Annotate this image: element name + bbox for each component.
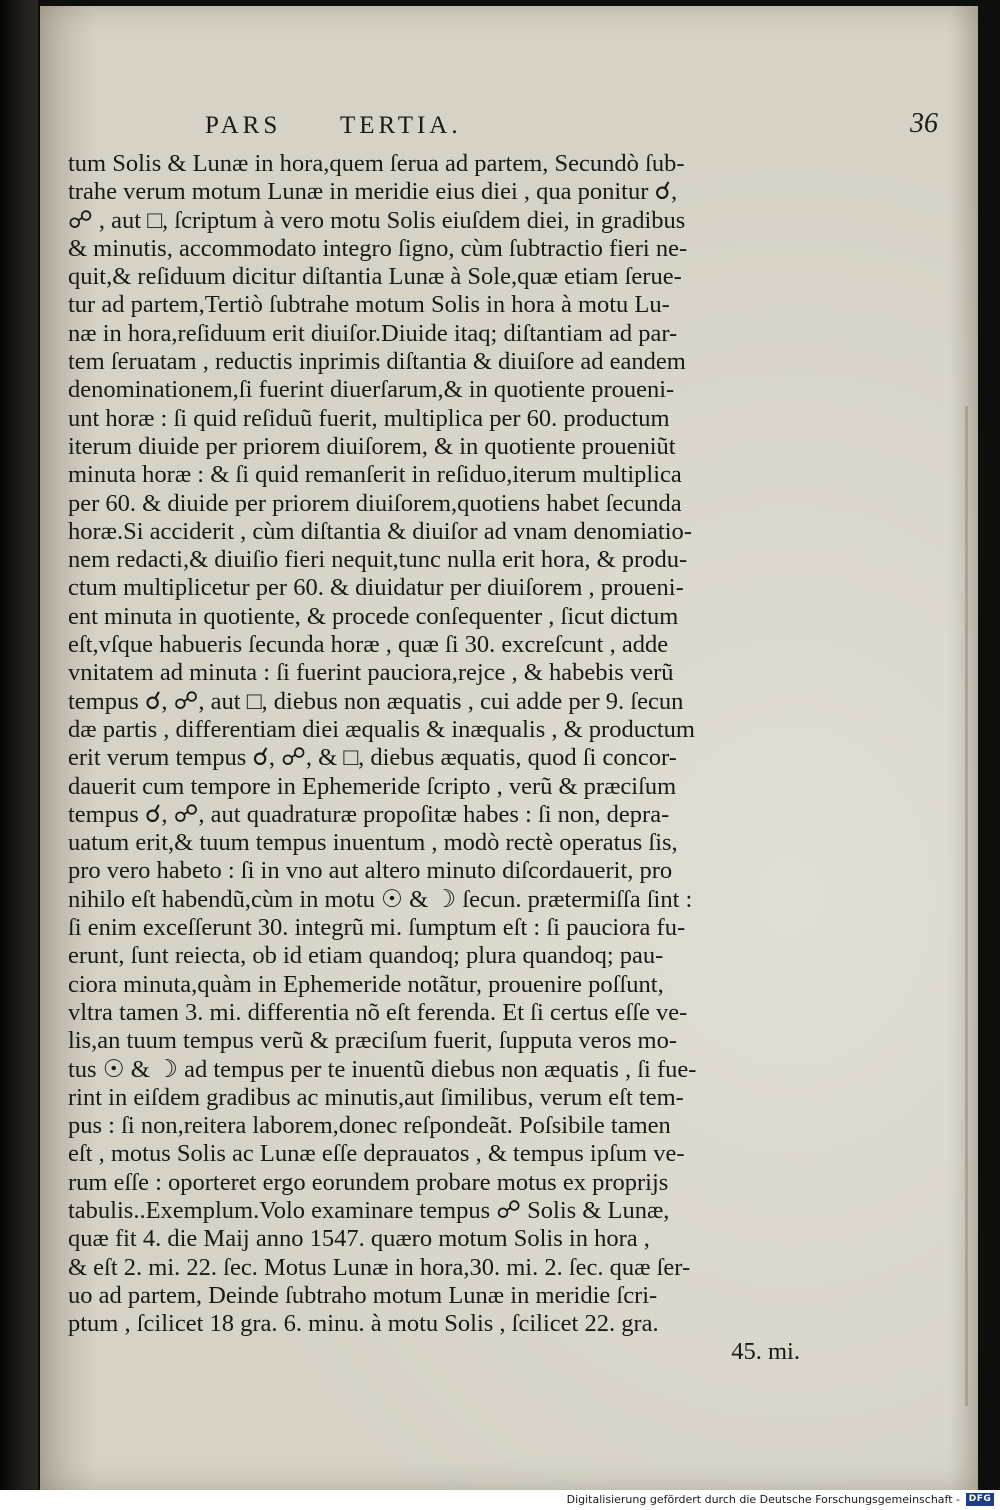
running-title-part: PARS <box>205 112 282 139</box>
funding-credit: Digitalisierung gefördert durch die Deutsche Forschungsgemeinschaft - <box>566 1493 960 1506</box>
text-line: eſt,vſque habueris ſecunda horæ , quæ ſi 30. excreſcunt , adde <box>68 631 669 659</box>
text-line: dauerit cum tempore in Ephemeride ſcripto , verũ & præciſum <box>68 772 677 800</box>
text-line: pus : ſi non,reitera laborem,donec reſpondeãt. Poſsibile tamen <box>68 1112 671 1140</box>
text-line: tur ad partem,Tertiò ſubtrahe motum Solis in hora à motu Lu- <box>68 291 670 319</box>
text-line: tum Solis & Lunæ in hora,quem ſerua ad partem, Secundò ſub- <box>68 150 685 177</box>
dfg-logo: DFG <box>966 1493 994 1506</box>
text-line: erit verum tempus ☌, ☍, & □, diebus æquatis, quod ſi concor- <box>68 744 677 772</box>
text-line: minuta horæ : & ſi quid remanſerit in reſiduo,iterum multiplica <box>68 461 682 489</box>
text-line: ctum multiplicetur per 60. & diuidatur per diuiſorem , proueni- <box>68 574 684 602</box>
text-line: tempus ☌, ☍, aut quadraturæ propoſitæ habes : ſi non, depra- <box>68 800 670 828</box>
text-line: iterum diuide per priorem diuiſorem, & in quotiente proueniũt <box>68 432 676 460</box>
text-line: ciora minuta,quàm in Ephemeride notãtur, prouenire poſſunt, <box>68 970 664 998</box>
text-line: vltra tamen 3. mi. differentia nõ eſt ferenda. Et ſi certus eſſe ve- <box>68 998 688 1026</box>
text-line: horæ.Si acciderit , cùm diſtantia & diuiſor ad vnam denomiatio- <box>68 517 692 545</box>
running-head <box>205 112 725 146</box>
text-line: vnitatem ad minuta : ſi fuerint pauciora,rejce , & habebis verũ <box>68 659 674 687</box>
text-line: & minutis, accommodato integro ſigno, cùm ſubtractio fieri ne- <box>68 234 688 262</box>
footer-bar <box>0 1490 1000 1510</box>
text-line: ent minuta in quotiente, & procede conſequenter , ſicut dictum <box>68 602 679 630</box>
body-text <box>68 150 968 1367</box>
text-line: quit,& reſiduum dicitur diſtantia Lunæ à Sole,quæ etiam ſerue- <box>68 263 682 291</box>
text-line: næ in hora,reſiduum erit diuiſor.Diuide itaq; diſtantiam ad par- <box>68 319 678 347</box>
text-line: per 60. & diuide per priorem diuiſorem,quotiens habet ſecunda <box>68 489 682 517</box>
text-line: quæ fit 4. die Maij anno 1547. quæro motum Solis in hora , <box>68 1225 650 1253</box>
text-line: trahe verum motum Lunæ in meridie eius diei , qua ponitur ☌, <box>68 178 678 206</box>
text-line: eſt , motus Solis ac Lunæ eſſe deprauatos , & tempus ipſum ve- <box>68 1140 685 1168</box>
running-title-part: TERTIA. <box>340 112 462 139</box>
text-line: lis,an tuum tempus verũ & præciſum fuerit, ſupputa veros mo- <box>68 1027 677 1055</box>
text-line: tem ſeruatam , reductis inprimis diſtantia & diuiſore ad eandem <box>68 348 686 376</box>
text-line: tabulis..Exemplum.Volo examinare tempus ☍ Solis & Lunæ, <box>68 1196 670 1224</box>
text-line: denominationem,ſi fuerint diuerſarum,& in quotiente proueni- <box>68 376 675 404</box>
text-line: rint in eiſdem gradibus ac minutis,aut ſimilibus, verum eſt tem- <box>68 1083 684 1111</box>
text-line: tempus ☌, ☍, aut □, diebus non æquatis , cui adde per 9. ſecun <box>68 687 684 715</box>
text-line: ſi enim exceſſerunt 30. integrũ mi. ſumptum eſt : ſi pauciora fu- <box>68 914 686 942</box>
text-line: ptum , ſcilicet 18 gra. 6. minu. à motu Solis , ſcilicet 22. gra. <box>68 1310 659 1338</box>
text-line: uatum erit,& tuum tempus inuentum , modò rectè operatus ſis, <box>68 829 678 857</box>
text-line: tus ☉ & ☽ ad tempus per te inuentũ diebus non æquatis , ſi fue- <box>68 1055 697 1083</box>
text-line: dæ partis , differentiam diei æqualis & inæqualis , & productum <box>68 715 695 743</box>
page-number: 36 <box>910 108 938 139</box>
text-line: uo ad partem, Deinde ſubtraho motum Lunæ in meridie ſcri- <box>68 1281 658 1309</box>
text-line: erunt, ſunt reiecta, ob id etiam quandoq; plura quandoq; pau- <box>68 942 664 970</box>
text-line: & eſt 2. mi. 22. ſec. Motus Lunæ in hora,30. mi. 2. ſec. quæ ſer- <box>68 1253 691 1281</box>
text-line: rum eſſe : oporteret ergo eorundem probare motus ex proprijs <box>68 1168 669 1196</box>
book-spine <box>0 0 38 1490</box>
text-line: nihilo eſt habendũ,cùm in motu ☉ & ☽ ſecun. prætermiſſa ſint : <box>68 885 693 913</box>
text-line: pro vero habeto : ſi in vno aut altero minuto diſcordauerit, pro <box>68 857 673 885</box>
text-line: unt horæ : ſi quid reſiduũ fuerit, multiplica per 60. productum <box>68 404 670 432</box>
text-line: 45. mi. <box>731 1338 800 1366</box>
text-line: nem redacti,& diuiſio fieri nequit,tunc nulla erit hora, & produ- <box>68 546 688 574</box>
text-line: ☍ , aut □, ſcriptum à vero motu Solis eiuſdem diei, in gradibus <box>68 206 686 234</box>
